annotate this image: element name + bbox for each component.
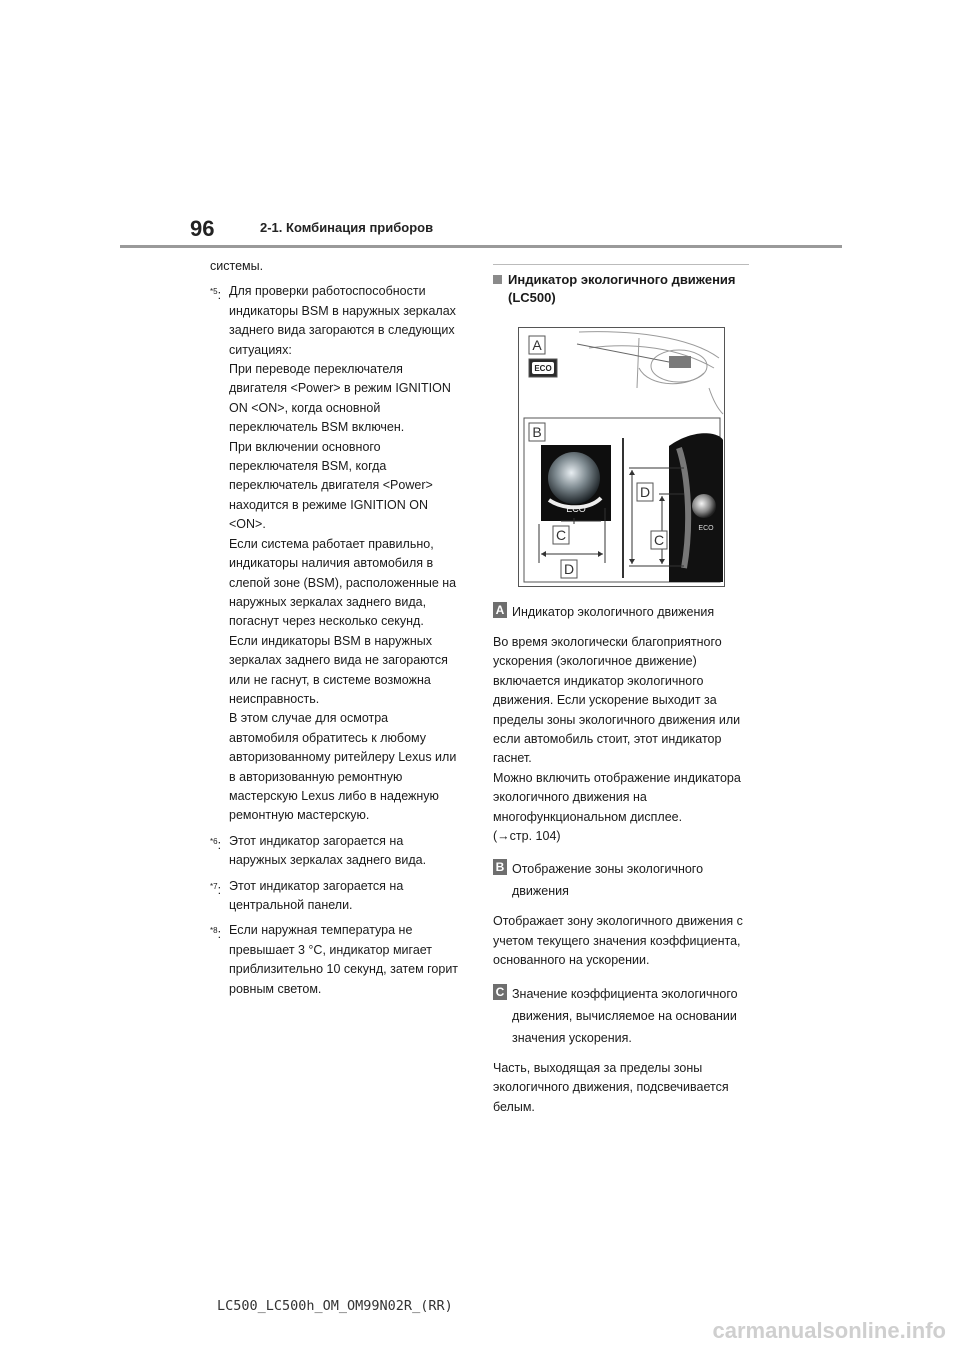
footnote-mark: $^{*7}$: bbox=[210, 881, 222, 897]
footnote-7 bbox=[210, 877, 468, 916]
note-line: в авторизованную ремонтную bbox=[229, 769, 403, 784]
note-line: центральной панели. bbox=[229, 898, 353, 912]
page-number: 96 bbox=[190, 216, 215, 241]
note-line: ровным светом. bbox=[229, 981, 322, 996]
callout-a: A bbox=[532, 337, 542, 353]
footnote-8 bbox=[210, 921, 468, 999]
document-code: LC500_LC500h_OM_OM99N02R_(RR) bbox=[217, 1298, 453, 1314]
svg-text:ECO: ECO bbox=[698, 525, 714, 532]
note-line: двигателя <Power> в режим IGNITION bbox=[229, 381, 451, 396]
footnote-mark: $^{*5}$: bbox=[210, 287, 222, 303]
note-line: При переводе переключателя bbox=[229, 362, 403, 377]
left-column bbox=[210, 257, 468, 999]
subheading-line: Индикатор экологичного движения bbox=[508, 272, 736, 287]
svg-text:C: C bbox=[653, 532, 665, 548]
note-line: <ON>. bbox=[229, 517, 266, 532]
item-c-description: Часть, выходящая за пределы зоны экологичного движения, подсвечивается белым. bbox=[493, 1060, 729, 1114]
callout-d: D bbox=[563, 561, 575, 577]
note-line: или не гаснут, в системе возможна bbox=[229, 672, 431, 687]
square-bullet-icon bbox=[493, 275, 502, 284]
note-line: наружных зеркалах заднего вида, bbox=[229, 594, 427, 609]
note-line: Если система работает правильно, bbox=[229, 536, 434, 551]
eco-indicator-illustration bbox=[518, 327, 725, 587]
note-line: Этот индикатор загорается на bbox=[229, 878, 404, 893]
item-c-title-line: движения, вычисляемое на основании bbox=[512, 1008, 737, 1023]
note-line: индикаторы наличия автомобиля в bbox=[229, 556, 434, 571]
note-line: Если наружная температура не bbox=[229, 923, 413, 938]
item-c-title-line: Значение коэффициента экологичного bbox=[512, 986, 738, 1001]
item-c-title-line: значения ускорения. bbox=[512, 1030, 632, 1045]
note-line: автомобиля обратитесь к любому bbox=[229, 730, 427, 745]
item-b-description: Отображает зону экологичного движения с учетом текущего значения коэффициента, основанного на ускорении. bbox=[493, 914, 743, 968]
note-line: переключатель BSM включен. bbox=[229, 420, 405, 435]
svg-text:D: D bbox=[639, 484, 651, 500]
badge-b: B bbox=[493, 859, 507, 875]
note-line: ON <ON>, когда основной bbox=[229, 400, 381, 415]
item-a-heading bbox=[493, 601, 753, 623]
note-line: приблизительно 10 секунд, затем горит bbox=[229, 962, 459, 977]
note-line: ремонтную мастерскую. bbox=[229, 808, 370, 823]
section-title: 2-1. Комбинация приборов bbox=[260, 220, 434, 235]
subheading bbox=[493, 271, 753, 307]
note-line: переключатель двигателя <Power> bbox=[229, 478, 433, 493]
footnote-mark: $^{*8}$: bbox=[210, 926, 222, 942]
note-line: Для проверки работоспособности bbox=[229, 284, 426, 299]
note-line: погаснут через несколько секунд. bbox=[229, 614, 424, 629]
svg-text:ECO: ECO bbox=[566, 504, 586, 514]
dashboard-sketch bbox=[579, 332, 723, 414]
note-line: неисправность. bbox=[229, 691, 320, 706]
item-a-title: Индикатор экологичного движения bbox=[512, 605, 715, 619]
item-c-heading bbox=[493, 983, 753, 1049]
item-b-title-line: Отображение зоны экологичного bbox=[512, 862, 704, 877]
callout-b: B bbox=[532, 424, 542, 440]
intro-text: системы. bbox=[210, 259, 264, 273]
badge-c: C bbox=[493, 984, 507, 1000]
note-line: превышает 3 °C, индикатор мигает bbox=[229, 942, 433, 957]
note-line: переключателя BSM, когда bbox=[229, 459, 387, 474]
right-column bbox=[493, 264, 753, 1117]
note-line: зеркалах заднего вида не загораются bbox=[229, 653, 448, 668]
note-line: наружных зеркалах заднего вида. bbox=[229, 853, 427, 868]
header-rule bbox=[120, 245, 842, 248]
note-line: находится в режиме IGNITION ON bbox=[229, 497, 429, 512]
note-line: Если индикаторы BSM в наружных bbox=[229, 633, 432, 648]
note-line: В этом случае для осмотра bbox=[229, 711, 389, 726]
item-b-heading bbox=[493, 858, 753, 902]
item-b-title-line: движения bbox=[512, 884, 569, 899]
watermark: carmanualsonline.info bbox=[712, 1318, 946, 1343]
footnote-6 bbox=[210, 832, 468, 871]
badge-a: A bbox=[493, 602, 507, 618]
note-line: При включении основного bbox=[229, 439, 381, 454]
footnote-mark: $^{*6}$: bbox=[210, 836, 222, 852]
note-line: слепой зоне (BSM), расположенные на bbox=[229, 575, 457, 590]
item-a-description: Во время экологически благоприятного ускорения (экологичное движение) включается индикатор экологичного движения. Если ускорение выходит за пределы зоны экологичного движения или если автомобиль стоит, этот индикатор гаснет. Можно включить отображение индикатора экологичного движения на многофункциональном дисплее. (→стр. 104) bbox=[493, 633, 753, 846]
subheading-line: (LC500) bbox=[508, 290, 556, 305]
subheading-rule bbox=[493, 264, 749, 265]
page-reference-link[interactable]: (→стр. 104) bbox=[493, 829, 561, 844]
footnote-5 bbox=[210, 282, 468, 825]
note-line: ситуациях: bbox=[229, 342, 292, 357]
note-line: Этот индикатор загорается на bbox=[229, 833, 404, 848]
note-line: индикаторы BSM в наружных зеркалах bbox=[229, 303, 456, 318]
note-line: авторизованному ритейлеру Lexus или bbox=[229, 750, 457, 765]
note-line: заднего вида загораются в следующих bbox=[229, 323, 455, 338]
note-line: мастерскую Lexus либо в надежную bbox=[229, 788, 439, 803]
svg-text:ECO: ECO bbox=[534, 364, 552, 373]
callout-c: C bbox=[555, 527, 567, 543]
